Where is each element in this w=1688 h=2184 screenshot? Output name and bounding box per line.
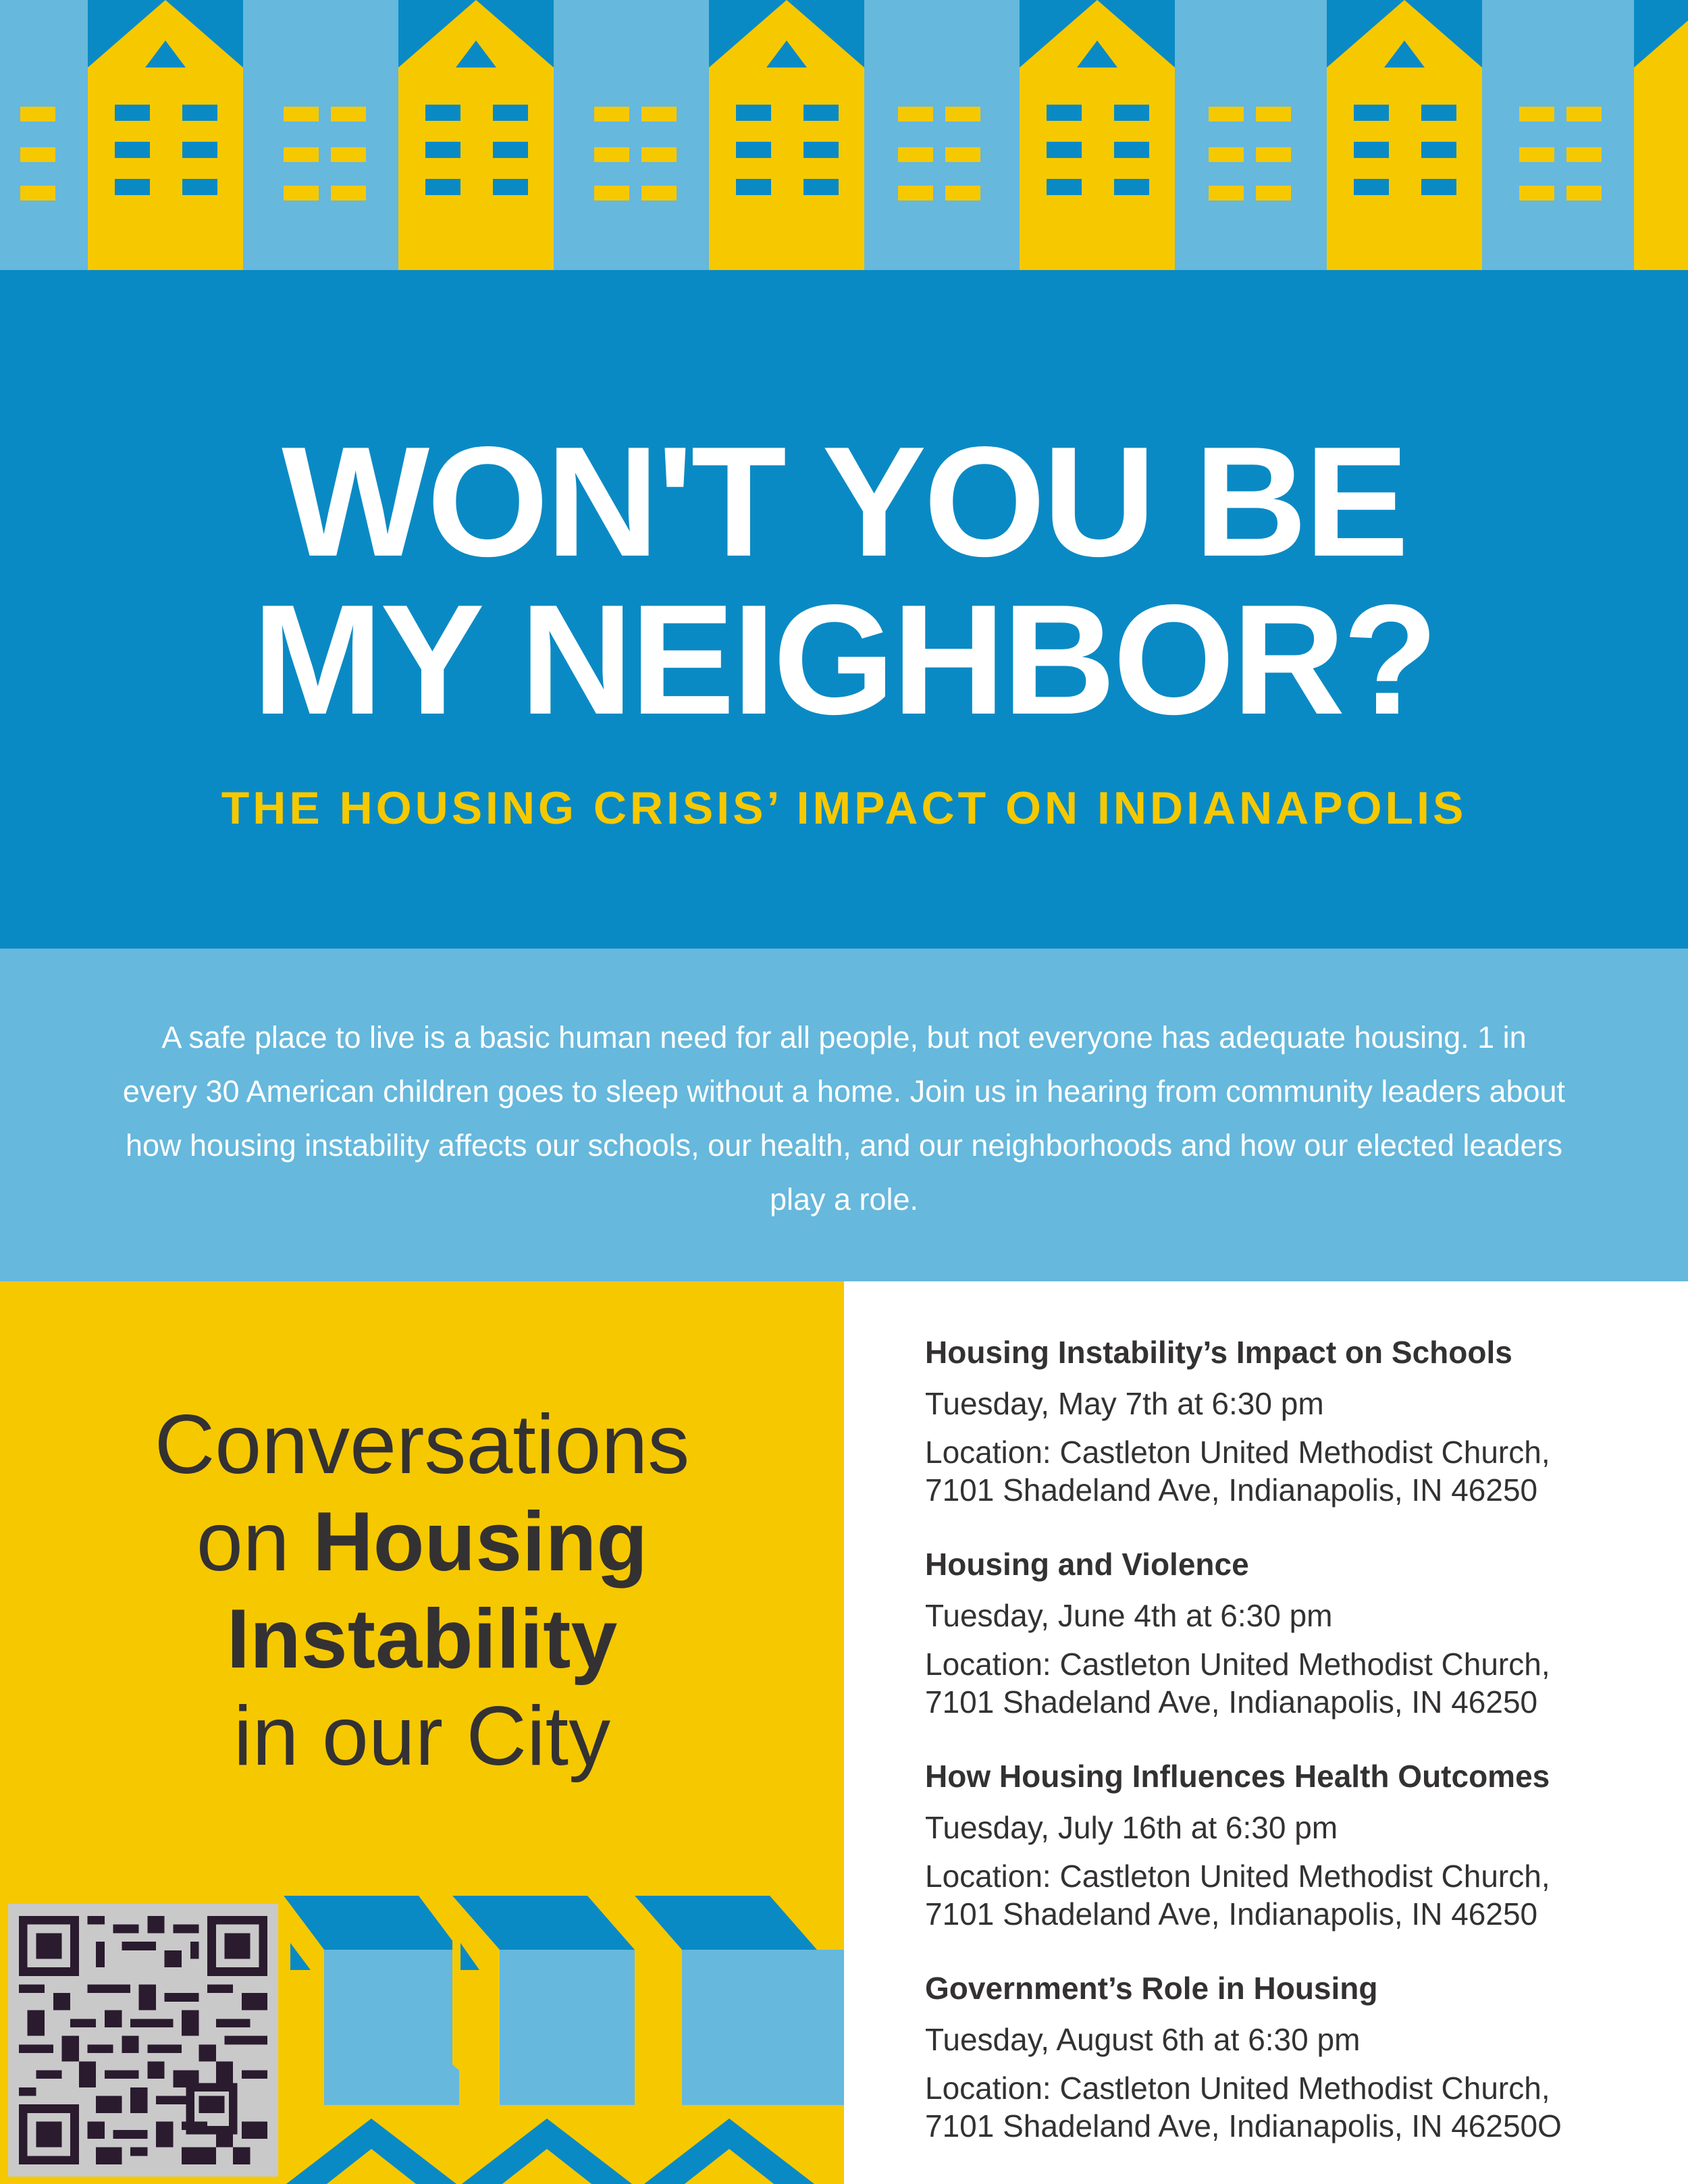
series-title-bold1: Housing — [313, 1495, 648, 1589]
series-title-bold2: Instability — [226, 1593, 618, 1686]
page-subtitle: THE HOUSING CRISIS’ IMPACT ON INDIANAPOLIS — [221, 782, 1467, 834]
headline-section — [0, 270, 1688, 949]
event-location-line2: 7101 Shadeland Ave, Indianapolis, IN 46250 — [925, 1896, 1538, 1932]
event-location-line1: Location: Castleton United Methodist Church, — [925, 1647, 1550, 1682]
event-list — [925, 1333, 1674, 2181]
event-date: Tuesday, June 4th at 6:30 pm — [925, 1598, 1333, 1633]
event-location-line1: Location: Castleton United Methodist Church, — [925, 1435, 1550, 1470]
series-title-part3: in our City — [233, 1690, 611, 1783]
house-row-illustration — [0, 0, 1688, 270]
house-block-illustration — [284, 1896, 844, 2184]
series-title-part2: on — [196, 1495, 313, 1589]
house-icon — [1327, 0, 1482, 270]
event-location-line2: 7101 Shadeland Ave, Indianapolis, IN 46250 — [925, 1684, 1538, 1720]
event-location-line1: Location: Castleton United Methodist Church, — [925, 2071, 1550, 2106]
event-title: Housing and Violence — [925, 1547, 1249, 1582]
event-date: Tuesday, May 7th at 6:30 pm — [925, 1386, 1324, 1421]
event-item — [925, 1333, 1674, 1509]
event-title: Housing Instability’s Impact on Schools — [925, 1335, 1512, 1370]
event-item — [925, 1969, 1674, 2145]
house-icon — [88, 0, 243, 270]
event-date: Tuesday, August 6th at 6:30 pm — [925, 2022, 1361, 2057]
event-title: Government’s Role in Housing — [925, 1971, 1378, 2006]
house-icon — [709, 0, 864, 270]
house-icon — [1020, 0, 1175, 270]
page-title-line1: WON'T YOU BE — [282, 415, 1406, 589]
event-item — [925, 1545, 1674, 1721]
series-title — [41, 1396, 803, 1785]
intro-section — [0, 949, 1688, 1281]
page-title-line2: MY NEIGHBOR? — [252, 572, 1436, 747]
qr-code-icon[interactable] — [8, 1904, 278, 2177]
event-location-line2: 7101 Shadeland Ave, Indianapolis, IN 46250 — [925, 1472, 1538, 1508]
intro-paragraph: A safe place to live is a basic human need for all people, but not everyone has adequate housing. 1 in every 30 American children goes to sleep without a home. Join us in hearing from community leaders about how housing instability affects our schools, our health, and our neighborhoods and how our elected leaders play a role. — [122, 1020, 1566, 1217]
house-icon — [398, 0, 554, 270]
series-title-part1: Conversations — [154, 1398, 690, 1491]
event-location-line2: 7101 Shadeland Ave, Indianapolis, IN 46250O — [925, 2108, 1562, 2143]
event-title: How Housing Influences Health Outcomes — [925, 1759, 1550, 1794]
house-icon — [1634, 0, 1688, 270]
event-location-line1: Location: Castleton United Methodist Church, — [925, 1859, 1550, 1894]
event-date: Tuesday, July 16th at 6:30 pm — [925, 1810, 1338, 1845]
event-item — [925, 1757, 1674, 1933]
